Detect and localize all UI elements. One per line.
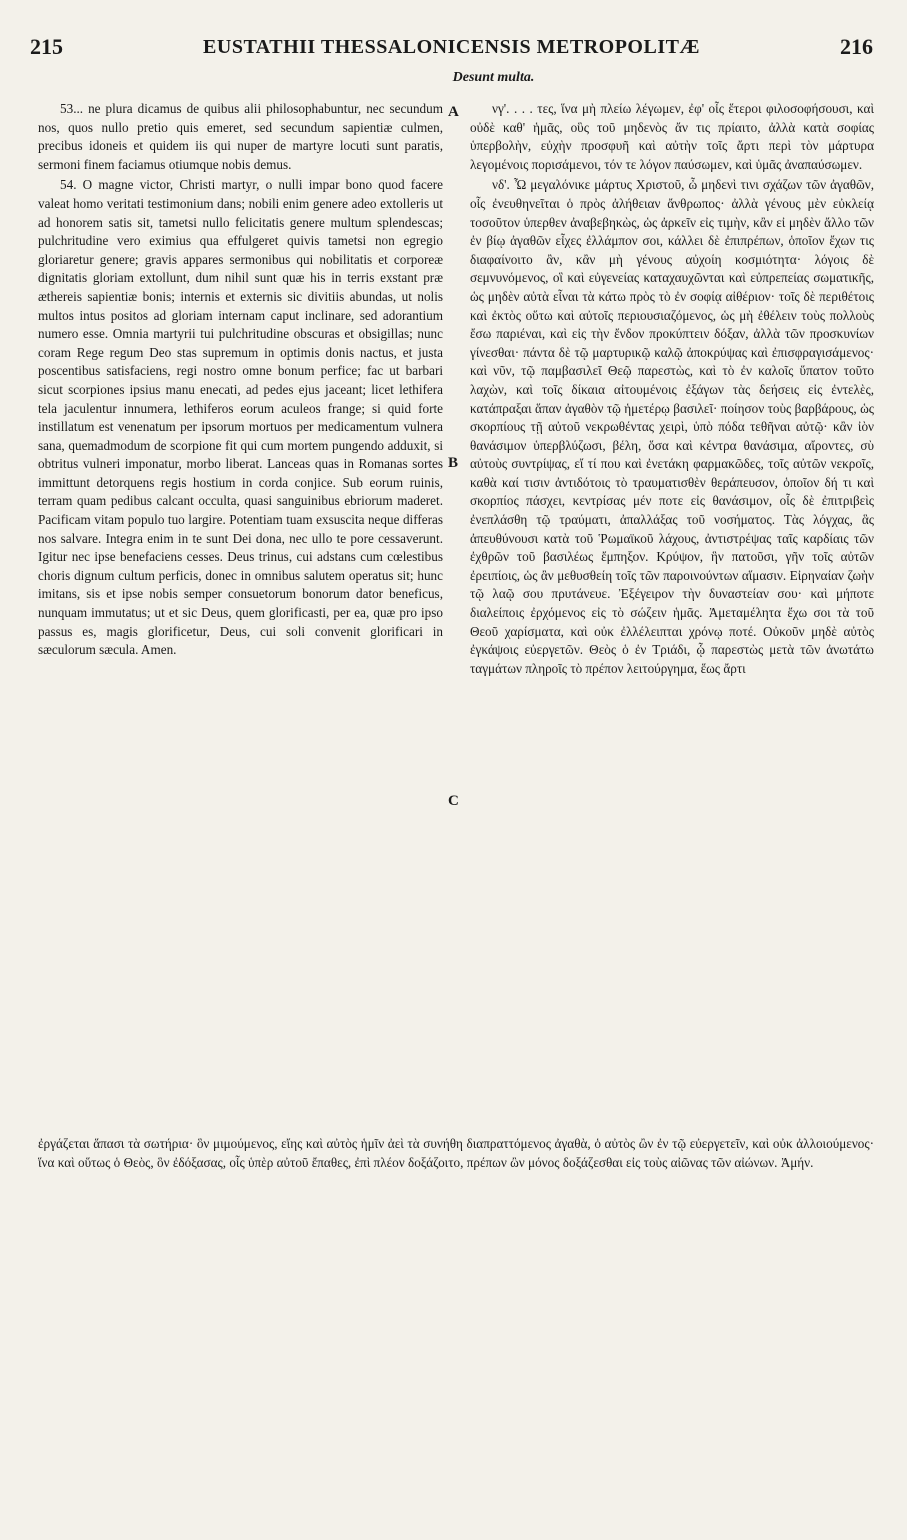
greek-column — [470, 100, 874, 1130]
page-number-left: 215 — [30, 34, 63, 59]
latin-paragraph-54: 54. O magne victor, Christi martyr, o nulli impar bono quod facere valeat homo veritati testimonium dans; nobili enim genere adeo extolleris ut ad honorem satis sit, tametsi nullo felicitatis genere multum splendescas; pulchritudine vero eximius qua effulgeret quivis tametsi non egregio gloriaretur genere; gravis appares sermonibus qui nobilitatis et corporeæ dignitatis gloriam extollunt, dum nihil sunt quæ his in terris exstant præ æthereis sapientiæ bonis; internis et externis sic divitiis abundas, ut nolis multos intus positos ad gloriam internam caput inclinare, sed adorantium numero esse. Omnia martyrii tui pulchritudine obscuras et obsigillas; nunc coram Rege regum Deo stas supremum in optimis donis nactus, et justa poscentibus satisfaciens, regi nostro omne bonum perfice; fac ut barbari sicut scorpiones ipsius manu enecati, ad pedes ejus jaceant; licet lethifera tela jaculentur innumera, lethiferos eorum aculeos frange; si quid forte instillatum est venenatum per ipsorum mortuos per medicamentum vulnera sana, quemadmodum de scorpione fit qui cum mortem pungendo adduxit, si obtritus vulneri imponatur, morbo liberat. Lanceas quas in Romanas sortes immittunt detorquens regis hostium in corda conjice. Sub eorum ruinis, terram quam pedibus calcant occulta, quasi sanguinibus ebriorum maderet. Pacificam vitam populo tuo largire. Potentiam tuam exsuscita neque differas nos salvare. Integra enim in te sunt Dei dona, nec ullo te pore cessaverunt. Igitur nec ipse benefaciens cesses. Deus trinus, cui adstans cum cœlestibus choris dignum cultum perficis, donec in omnibus salutem operatus sit; hunc imitans, sis et ipse nobis semper consuetorum bonorum dator beneficus, nunquam immutatus; ut et sic Deus, quem glorificasti, per ea, quæ pro ipso passus es, magis glorificetur, Deus, cui soli convenit glorificari in sæculorum sæcula. Amen. — [38, 177, 443, 658]
running-title: EUSTATHII THESSALONICENSIS METROPOLITÆ — [203, 36, 700, 58]
section-marker-c: C — [448, 793, 459, 809]
latin-column — [38, 100, 443, 1130]
section-marker-b: B — [448, 455, 459, 471]
editorial-note: Desunt multa. — [452, 70, 535, 85]
greek-continuation-text: ἐργάζεται ἅπασι τὰ σωτήρια· ὃν μιμούμενος, εἴης καὶ αὐτὸς ἡμῖν ἀεὶ τὰ συνήθη διαπραττόμενος ἀγαθὰ, ὁ αὐτὸς ὢν ἐν τῷ εὐεργετεῖν, καὶ οὐκ ἀλλοιούμενος· ἵνα καὶ οὕτως ὁ Θεὸς, ὃν ἐδόξασας, οἷς ὑπὲρ αὐτοῦ ἔπαθες, ἐπὶ πλέον δοξάζοιτο, πρέπων ὢν μόνος δοξάζεσθαι εἰς τοὺς αἰῶνας τῶν αἰώνων. Ἀμήν. — [38, 1136, 874, 1170]
greek-paragraph-53: νγ'. . . . τες, ἵνα μὴ πλείω λέγωμεν, ἐφ' οἷς ἕτεροι φιλοσοφήσουσι, καὶ οὐδὲ καθ' ἡμᾶς, οὓς τοῦ μηδενὸς ἄν τις πρίαιτο, ἀλλὰ κατὰ σοφίας ὑπερβολὴν, εὐχὴν προσφυῆ καὶ αὐτὴν τοῖς ἄρτι περὶ τὸν μάρτυρα λεγομένοις πορισάμενοι, τόν τε λόγον παύσωμεν, καὶ ὑμᾶς ἀναπαύσωμεν. — [470, 101, 874, 172]
page-number-right: 216 — [840, 34, 873, 59]
running-header — [30, 32, 873, 68]
greek-continuation — [38, 1135, 874, 1172]
section-marker-a: A — [448, 104, 459, 120]
greek-paragraph-54: νδ'. Ὦ μεγαλόνικε μάρτυς Χριστοῦ, ὦ μηδενὶ τινι σχάζων τῶν ἀγαθῶν, οἷς ἐνευθηνεῖται ὁ πρὸς ἀλήθειαν ἄνθρωπος· ἀλλὰ γένους μὲν εὐκλείᾳ τοσοῦτον ὑπερθεν ἀναβεβηκὼς, ὡς ἀρκεῖν εἰς τιμὴν, κἂν εἰ μηδὲν ἄλλο τῶν ἐν βίῳ ἀγαθῶν εἶχες ἐλλάμπον σοι, κάλλει δὲ ἐπιπρέπων, ὁποῖον ἔχων τις διαφαίνοιτο ἂν, κἂν μὴ γένους αὐχοίη κοσμιότητα· λόγοις δὲ σεμνυνόμενος, οἳ καὶ εὐγενείας καταχαυχῶνται καὶ εὐπρεπείας σωματικῆς, ὡς μηδὲν αὐτὰ εἶναι τὰ κάτω πρὸς τὸ ἐν σοφίᾳ αἰθέριον· τοῖς δὲ περιθέτοις καὶ ἐκτὸς οὕτω καὶ αὐτοῖς περιουσιαζόμενος, ὡς μὴ ἐθέλειν τοὺς πολλοὺς ἔσω παριέναι, καὶ εἰς τὴν ἔνδον προκύπτειν δόξαν, ἀλλὰ τῶν προσκυνίων γίνεσθαι· πάντα δὲ τῷ μαρτυρικῷ καλῷ ἀποκρύψας καὶ ἐπισφραγισάμενος· καὶ νῦν, τῷ παμβασιλεῖ Θεῷ παρεστὼς, καὶ τὸ ἐν καλοῖς ὕπατον τοῦτο λαχὼν, καὶ τοῖς δίκαια αἰτουμένοις ἐξάγων τὰς δεήσεις εἰς ἐντελὲς, κατάπραξαι ἅπαν ἀγαθὸν τῷ ἡμετέρῳ βασιλεῖ· ποίησον τοὺς βαρβάρους, ὡς σκορπίους τῇ αὐτοῦ νεκρωθέντας χειρὶ, ὑπὸ πόδα τεθῆναι αὐτῷ· κἂν ἰὸν θανάσιμον ὑπερβλύζωσι, βέλη, ὅσα καὶ κέντρα θανάσιμα, αἴροντες, σὺ αὐτοὺς συντρίψας, εἴ τί που καὶ ἐνετάκη φαρμακῶδες, τοῖς αὐτῶν νεκροῖς, καθὰ καί τισιν ἀντιδότοις τὸ τραυματισθὲν θεράπευσον, ὁποῖον δή τι καὶ σκορπίος πάσχει, κεντρίσας μέν ποτε εἰς θανάσιμον, οἷς δὲ ἐπιτριβεὶς ἐνεπλάσθη τῷ τραύματι, ἀπαλλάξας τοῦ νοσήματος. Τὰς λόγχας, ἃς ἀπευθύνουσι κατὰ τοῦ Ῥωμαϊκοῦ λάχους, ἀντιστρέψας ταῖς καρδίαις τῶν ἐχθρῶν τοῦ βασιλέως ἔμπηξον. Κρύψον, ἣν πατοῦσι, γῆν τοῖς αὐτῶν ἐρειπίοις, ὡς ἂν μεθυσθείη τοῖς τῶν παροινούντων αἵμασιν. Εἰρηναίαν ζωὴν τῷ λαῷ σου πρυτάνευε. Ἐξέγειρον τὴν δυναστείαν σου· καὶ μήποτε διαλείποις ἐρχόμενος εἰς τὸ σώζειν ἡμᾶς. Ἀμεταμέλητα ἔχω σοι τὰ τοῦ Θεοῦ χαρίσματα, καὶ οὐκ ἐλλέλειπται χρόνῳ ποτέ. Οὐκοῦν μηδὲ αὐτὸς ἐγκάψοις εὐεργετῶν. Θεὸς ὁ ἐν Τριάδι, ᾧ παρεστὼς μετὰ τῶν ἀνωτάτω ταγμάτων πληροῖς τὸ πρέπον λειτούργημα, ἕως ἄρτι — [470, 177, 874, 676]
latin-paragraph-53: 53... ne plura dicamus de quibus alii philosophabuntur, nec secundum nos, quos nullo pretio quis emeret, sed secundum sapientiæ culmen, precibus idoneis et quidem iis qui nuper de martyre locuti sunt paratis, sermoni finem faciamus otiumque nobis demus. — [38, 101, 443, 172]
